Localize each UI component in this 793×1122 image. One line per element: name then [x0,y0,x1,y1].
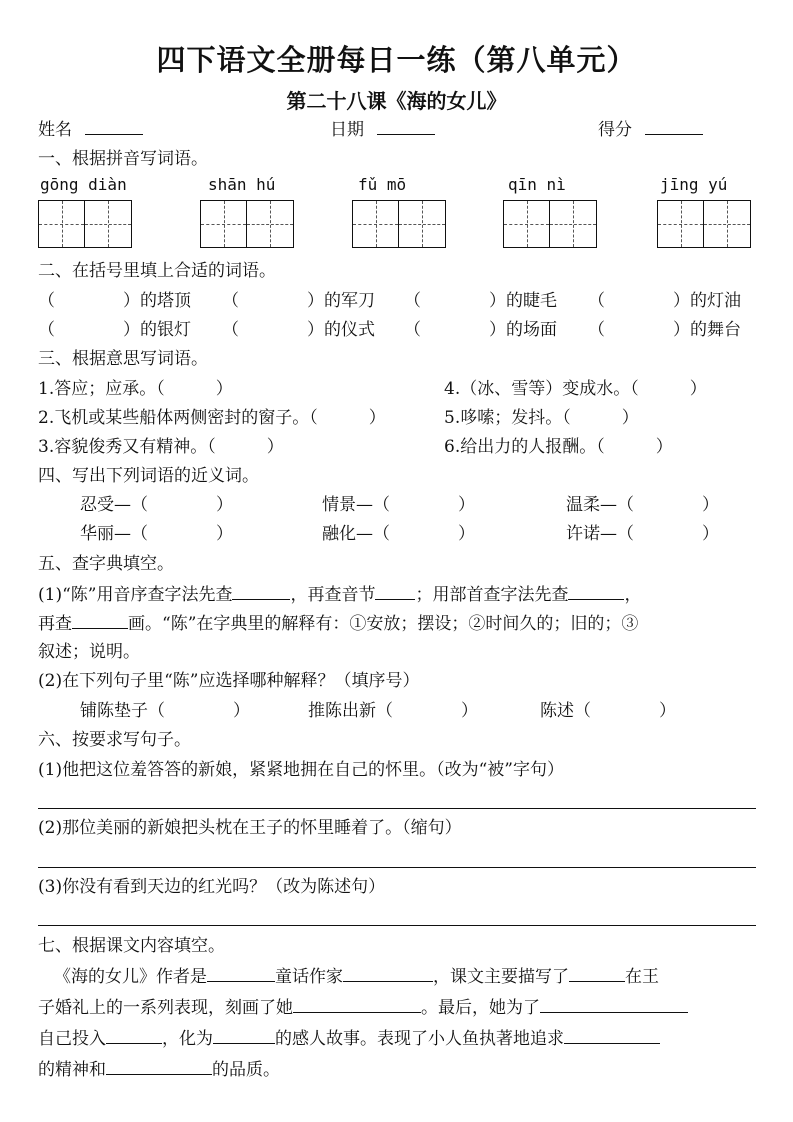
section-7-heading: 七、根据课文内容填空。 [38,936,225,956]
definition-item[interactable]: 2.飞机或某些船体两侧密封的窗子。（ ） [38,408,386,428]
section-2-heading: 二、在括号里填上合适的词语。 [38,261,276,281]
answer-blank[interactable] [375,583,415,600]
fill-item[interactable]: （ ）的塔顶 [38,291,191,311]
sentence-question-2: (2)那位美丽的新娘把头枕在王子的怀里睡着了。（缩句） [38,818,462,838]
name-field[interactable] [38,118,143,141]
page-title: 四下语文全册每日一练（第八单元） [156,43,637,77]
synonym-item[interactable]: 华丽—（ ） [80,524,233,544]
answer-blank[interactable] [106,1058,212,1075]
answer-blank[interactable] [569,965,625,982]
answer-blank[interactable] [568,583,624,600]
definition-item[interactable]: 1.答应；应承。（ ） [38,379,233,399]
answer-blank[interactable] [293,996,421,1013]
fill-item[interactable]: （ ）的舞台 [588,320,741,340]
score-label: 得分 [598,120,632,140]
meaning-choice[interactable]: 铺陈垫子（ ） [80,701,250,721]
reading-fill-line-4: 的精神和 的品质。 [38,1060,280,1080]
section-6-heading: 六、按要求写句子。 [38,730,191,750]
answer-blank[interactable] [232,583,290,600]
sentence-question-3: (3)你没有看到天边的红光吗？（改为陈述句） [38,877,386,897]
answer-blank[interactable] [106,1027,162,1044]
answer-blank[interactable] [343,965,433,982]
date-label: 日期 [330,120,364,140]
sentence-question-1: (1)他把这位羞答答的新娘，紧紧地拥在自己的怀里。（改为“被”字句） [38,760,564,780]
fill-item[interactable]: （ ）的灯油 [588,291,741,311]
tianzige-box-4[interactable] [503,200,597,248]
fill-item[interactable]: （ ）的军刀 [222,291,375,311]
synonym-item[interactable]: 忍受—（ ） [80,495,233,515]
name-blank[interactable] [85,118,143,135]
dictionary-question-1: (1)“陈”用音序查字法先查 ，再查音节 ；用部首查字法先查 ， [38,585,642,605]
tianzige-box-3[interactable] [352,200,446,248]
date-field[interactable] [330,118,435,141]
score-field[interactable] [598,118,703,141]
section-3-heading: 三、根据意思写词语。 [38,349,208,369]
answer-line-3[interactable] [38,925,756,926]
pinyin-1: gōng diàn [40,175,127,194]
meaning-choice[interactable]: 陈述（ ） [540,701,676,721]
fill-item[interactable]: （ ）的睫毛 [404,291,557,311]
definition-item[interactable]: 6.给出力的人报酬。（ ） [444,437,673,457]
dictionary-question-1-cont: 再查 画。“陈”在字典里的解释有：①安放；摆设；②时间久的；旧的；③ [38,614,639,634]
answer-blank[interactable] [540,996,688,1013]
tianzige-box-2[interactable] [200,200,294,248]
score-blank[interactable] [645,118,703,135]
synonym-item[interactable]: 温柔—（ ） [566,495,719,515]
date-blank[interactable] [377,118,435,135]
fill-item[interactable]: （ ）的银灯 [38,320,191,340]
reading-fill-line-2: 子婚礼上的一系列表现，刻画了她 。最后，她为了 [38,996,688,1019]
answer-blank[interactable] [564,1027,660,1044]
pinyin-2: shān hú [208,175,276,194]
lesson-subtitle: 第二十八课《海的女儿》 [286,89,507,113]
reading-fill-line-1: 《海的女儿》作者是 童话作家 ，课文主要描写了 在王 [54,967,659,987]
section-5-heading: 五、查字典填空。 [38,554,174,574]
answer-blank[interactable] [213,1027,275,1044]
tianzige-box-5[interactable] [657,200,751,248]
pinyin-3: fǔ mō [358,175,407,194]
answer-blank[interactable] [207,965,275,982]
pinyin-4: qīn nì [508,175,566,194]
name-label: 姓名 [38,120,72,140]
synonym-item[interactable]: 融化—（ ） [322,524,475,544]
section-1-heading: 一、根据拼音写词语。 [38,149,208,169]
answer-line-2[interactable] [38,867,756,868]
section-4-heading: 四、写出下列词语的近义词。 [38,466,259,486]
dictionary-question-2: (2)在下列句子里“陈”应选择哪种解释？（填序号） [38,671,420,691]
dictionary-question-1-end: 叙述；说明。 [38,642,140,662]
definition-item[interactable]: 3.容貌俊秀又有精神。（ ） [38,437,284,457]
tianzige-box-1[interactable] [38,200,132,248]
meaning-choice[interactable]: 推陈出新（ ） [308,701,478,721]
synonym-item[interactable]: 情景—（ ） [322,495,475,515]
answer-line-1[interactable] [38,808,756,809]
answer-blank[interactable] [72,612,128,629]
fill-item[interactable]: （ ）的仪式 [222,320,375,340]
synonym-item[interactable]: 许诺—（ ） [566,524,719,544]
reading-fill-line-3: 自己投入 ，化为 的感人故事。表现了小人鱼执著地追求 [38,1027,660,1050]
pinyin-5: jīng yú [660,175,728,194]
definition-item[interactable]: 4.（冰、雪等）变成水。（ ） [444,379,707,399]
definition-item[interactable]: 5.哆嗦；发抖。（ ） [444,408,639,428]
fill-item[interactable]: （ ）的场面 [404,320,557,340]
